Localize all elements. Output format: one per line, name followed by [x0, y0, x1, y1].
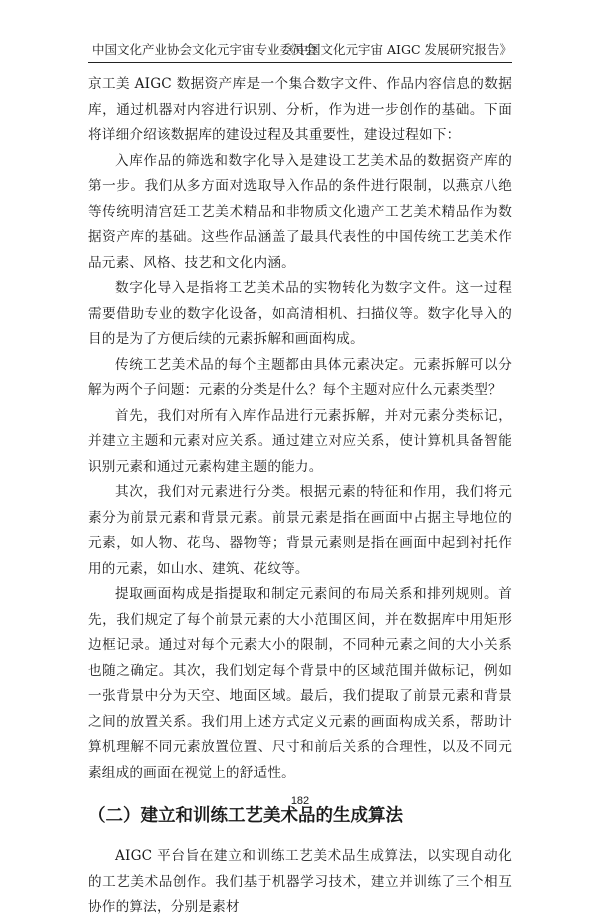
paragraph-aigc-platform: AIGC 平台旨在建立和训练工艺美术品生成算法，以实现自动化的工艺美术品创作。我们基于机器学习技术，建立并训练了三个相互协作的算法，分别是素材 — [88, 848, 512, 915]
paragraph-digitization: 数字化导入是指将工艺美术品的实物转化为数字文件。这一过程需要借助专业的数字化设备，如高清相机、扫描仪等。数字化导入的目的是为了方便后续的元素拆解和画面构成。 — [88, 280, 512, 347]
running-header — [88, 34, 512, 63]
paragraph-intro: 京工美 AIGC 数据资产库是一个集合数字文件、作品内容信息的数据库，通过机器对内容进行识别、分析，作为进一步创作的基础。下面将详细介绍该数据库的建设过程及其重要性，建设过程如下： — [88, 76, 512, 143]
paragraph-second-step: 其次，我们对元素进行分类。根据元素的特征和作用，我们将元素分为前景元素和背景元素。前景元素是指在画面中占据主导地位的元素，如人物、花鸟、器物等；背景元素则是指在画面中起到衬托作用的元素，如山水、建筑、花纹等。 — [88, 484, 512, 577]
header-report-title: 《中国文化元宇宙 AIGC 发展研究报告》 — [283, 42, 512, 57]
paragraph-element-decomposition: 传统工艺美术品的每个主题都由具体元素决定。元素拆解可以分解为两个子问题：元素的分类是什么？每个主题对应什么元素类型？ — [88, 356, 512, 398]
section-heading: （二）建立和训练工艺美术品的生成算法 — [88, 806, 403, 826]
page-number: 182 — [290, 795, 310, 807]
page-body — [88, 72, 512, 921]
paragraph-first-step: 首先，我们对所有入库作品进行元素拆解，并对元素分类标记，并建立主题和元素对应关系。通过建立对应关系，使计算机具备智能识别元素和通过元素构建主题的能力。 — [88, 407, 512, 475]
paragraph-composition: 提取画面构成是指提取和制定元素间的布局关系和排列规则。首先，我们规定了每个前景元素的大小范围区间，并在数据库中用矩形边框记录。通过对每个元素大小的限制，不同种元素之间的大小关系也随之确定。其次，我们划定每个背景中的区域范围并做标记，例如一张背景中分为天空、地面区域。最后，我们提取了前景元素和背景之间的放置关系。我们用上述方式定义元素的画面构成关系，帮助计算机理解不同元素放置位置、尺寸和前后关系的合理性，以及不同元素组成的画面在视觉上的舒适性。 — [88, 586, 512, 781]
paragraph-selection: 入库作品的筛选和数字化导入是建设工艺美术品的数据资产库的第一步。我们从多方面对选取导入作品的条件进行限制，以燕京八绝等传统明清宫廷工艺美术精品和非物质文化遗产工艺美术精品作为数据资产库的基础。这些作品涵盖了最具代表性的中国传统工艺美术作品元素、风格、技艺和文化内涵。 — [88, 152, 512, 271]
header-organization: 中国文化产业协会文化元宇宙专业委员会 — [92, 42, 318, 57]
